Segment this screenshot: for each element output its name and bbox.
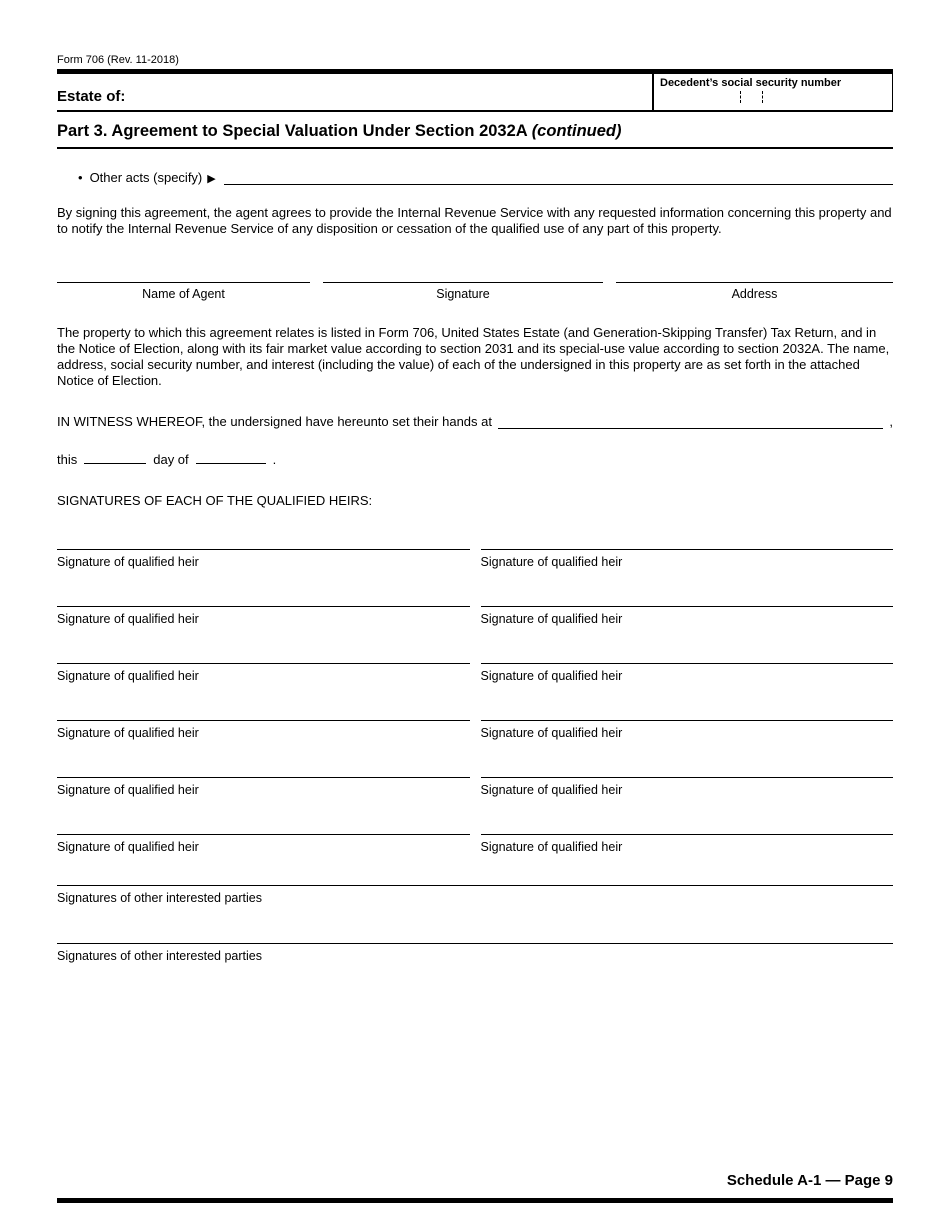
page-footer	[57, 1172, 893, 1203]
heir-signatures-grid	[57, 548, 893, 854]
heir-signature-label: Signature of qualified heir	[480, 555, 623, 569]
heir-signature-row	[57, 719, 893, 740]
agent-agreement-paragraph: By signing this agreement, the agent agrees to provide the Internal Revenue Service with any requested information concerning this property and to notify the Internal Revenue Service of any disposition or cessation of the qualified use of any part of this property.	[57, 205, 892, 236]
heir-signature-cell	[57, 719, 470, 740]
heir-signature-line[interactable]	[481, 662, 894, 664]
agent-address-label: Address	[731, 287, 778, 301]
ssn-label: Decedent’s social security number	[660, 77, 842, 89]
agent-name-line[interactable]	[57, 281, 310, 283]
other-party-signature-block	[57, 942, 893, 963]
date-this-label: this	[57, 452, 78, 467]
heir-signature-line[interactable]	[57, 776, 470, 778]
heir-signature-cell	[57, 833, 470, 854]
heir-signature-row	[57, 605, 893, 626]
heir-signature-line[interactable]	[481, 548, 894, 550]
heir-signature-cell	[481, 776, 894, 797]
ssn-separator	[762, 91, 763, 103]
heir-signature-cell	[481, 548, 894, 569]
agent-signature-label: Signature	[436, 287, 490, 301]
heir-signature-label: Signature of qualified heir	[480, 726, 623, 740]
heir-signature-line[interactable]	[481, 776, 894, 778]
date-row	[57, 452, 893, 467]
witness-location-field[interactable]	[498, 413, 883, 429]
property-description-paragraph: The property to which this agreement relates is listed in Form 706, United States Estate (and Generation-Skipping Transfer) Tax Return, and in the Notice of Election, along with its fair market value according to section 2031 and its special-use value according to section 2032A. The name, address, social security number, and interest (including the value) of each of the undersigned in this property are as set forth in the attached Notice of Election.	[57, 325, 890, 388]
heir-signature-line[interactable]	[57, 719, 470, 721]
heir-signature-label: Signature of qualified heir	[57, 669, 199, 683]
heir-signature-row	[57, 548, 893, 569]
heir-signature-label: Signature of qualified heir	[57, 612, 199, 626]
ssn-field[interactable]	[660, 89, 886, 107]
bottom-rule	[57, 1198, 893, 1203]
heir-signature-line[interactable]	[57, 833, 470, 835]
heir-signature-label: Signature of qualified heir	[57, 840, 199, 854]
estate-of-label: Estate of:	[57, 88, 126, 105]
agent-name-column	[57, 281, 310, 301]
heir-signature-label: Signature of qualified heir	[57, 555, 199, 569]
other-party-signature-line[interactable]	[57, 884, 893, 886]
heir-signature-cell	[57, 662, 470, 683]
heir-signature-cell	[57, 605, 470, 626]
heir-signature-cell	[57, 548, 470, 569]
agent-name-label: Name of Agent	[142, 287, 225, 301]
date-period: .	[272, 452, 277, 467]
heir-signature-line[interactable]	[481, 719, 894, 721]
date-day-of-label: day of	[153, 452, 189, 467]
other-acts-row	[57, 169, 893, 185]
heir-signature-cell	[481, 662, 894, 683]
part-3-heading-continued: (continued)	[531, 122, 622, 140]
ssn-separator	[740, 91, 741, 103]
other-party-signature-label: Signatures of other interested parties	[57, 891, 262, 905]
page-footer-label: Schedule A-1 — Page 9	[726, 1172, 893, 1189]
agent-signature-line[interactable]	[323, 281, 603, 283]
heir-signature-label: Signature of qualified heir	[480, 783, 623, 797]
heir-signature-cell	[481, 719, 894, 740]
agent-signature-row	[57, 281, 893, 301]
heir-signature-line[interactable]	[57, 605, 470, 607]
agent-address-column	[616, 281, 893, 301]
part-3-heading	[57, 112, 893, 149]
right-arrow-icon: ▶	[207, 173, 216, 185]
other-acts-label: Other acts (specify)	[89, 170, 203, 185]
form-revision: Form 706 (Rev. 11-2018)	[57, 54, 179, 66]
other-parties-section	[57, 884, 893, 963]
heir-signature-cell	[481, 833, 894, 854]
part-3-heading-text: Part 3. Agreement to Special Valuation Under Section 2032A	[57, 122, 528, 140]
heir-signature-label: Signature of qualified heir	[480, 840, 623, 854]
agent-signature-column	[323, 281, 603, 301]
heir-signature-cell	[481, 605, 894, 626]
heir-signature-label: Signature of qualified heir	[57, 783, 199, 797]
heir-signature-row	[57, 776, 893, 797]
witness-comma: ,	[889, 414, 893, 429]
heir-signature-cell	[57, 776, 470, 797]
heir-signature-line[interactable]	[481, 833, 894, 835]
other-acts-field[interactable]	[224, 169, 893, 185]
other-party-signature-block	[57, 884, 893, 905]
bullet-icon: •	[78, 170, 83, 185]
other-party-signature-line[interactable]	[57, 942, 893, 944]
date-month-field[interactable]	[196, 462, 266, 464]
ssn-box	[652, 74, 893, 110]
date-day-field[interactable]	[84, 462, 146, 464]
heir-signature-line[interactable]	[481, 605, 894, 607]
witness-clause: IN WITNESS WHEREOF, the undersigned have hereunto set their hands at	[57, 414, 492, 429]
heir-signature-row	[57, 662, 893, 683]
estate-name-field[interactable]	[125, 74, 652, 110]
heir-signature-line[interactable]	[57, 548, 470, 550]
agent-address-line[interactable]	[616, 281, 893, 283]
heir-signature-row	[57, 833, 893, 854]
other-party-signature-label: Signatures of other interested parties	[57, 949, 262, 963]
heir-signature-line[interactable]	[57, 662, 470, 664]
heirs-signatures-heading: SIGNATURES OF EACH OF THE QUALIFIED HEIRS:	[57, 493, 373, 508]
estate-of-row	[57, 74, 893, 112]
heir-signature-label: Signature of qualified heir	[480, 612, 623, 626]
witness-row	[57, 413, 893, 429]
heir-signature-label: Signature of qualified heir	[480, 669, 623, 683]
heir-signature-label: Signature of qualified heir	[57, 726, 199, 740]
